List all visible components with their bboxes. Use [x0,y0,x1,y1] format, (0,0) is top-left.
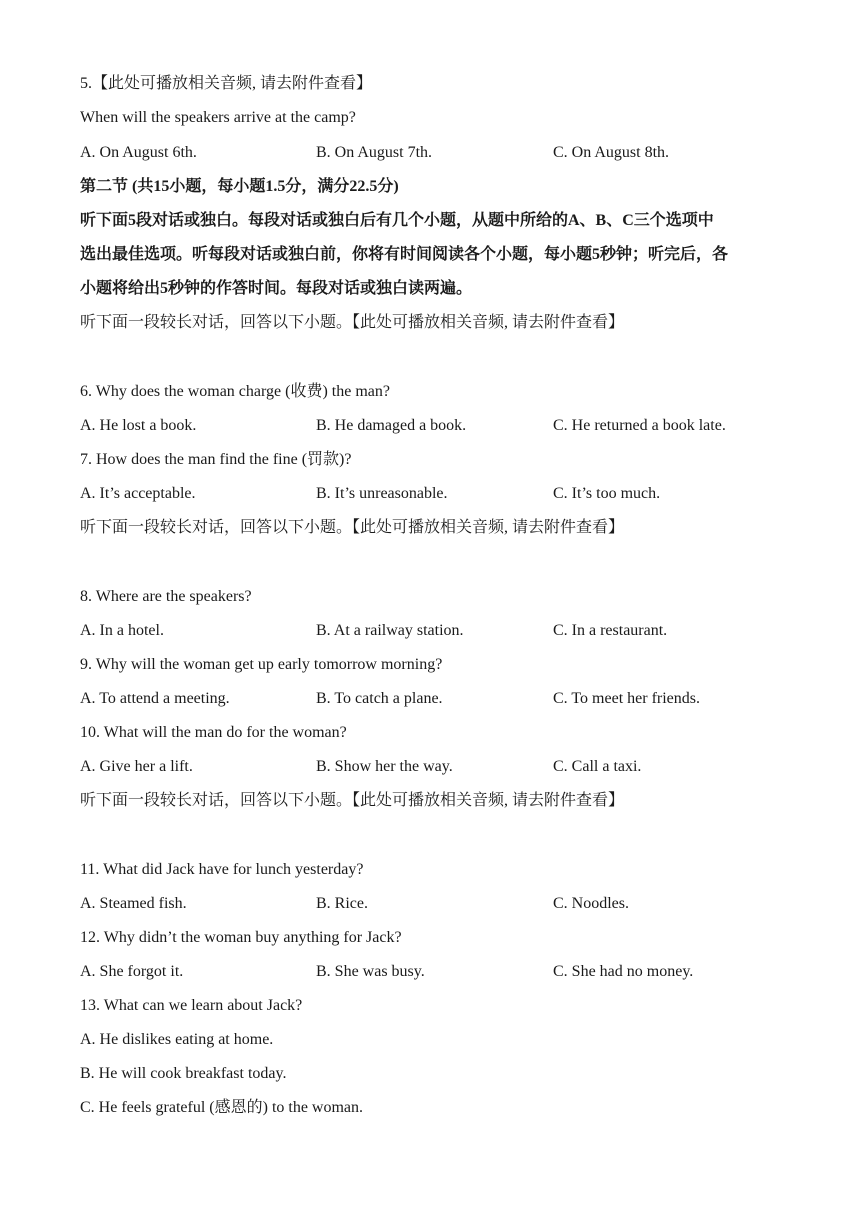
q13-question: 13. What can we learn about Jack? [80,997,303,1014]
q12-question: 12. Why didn’t the woman buy anything for Jack? [80,929,402,946]
q8-option-c: C. In a restaurant. [553,622,668,639]
q12-option-c: C. She had no money. [553,963,694,980]
q10-question: 10. What will the man do for the woman? [80,724,347,741]
q8-option-b: B. At a railway station. [316,622,464,639]
q12-option-a: A. She forgot it. [80,963,184,980]
q5-question: When will the speakers arrive at the camp? [80,109,356,126]
instruction-line-2: 选出最佳选项。听每段对话或独白前，你将有时间阅读各个小题，每小题5秒钟；听完后，各 [80,246,729,263]
q7-option-c: C. It’s too much. [553,485,661,502]
q7-question: 7. How does the man find the fine (罚款)? [80,451,352,468]
q11-option-c: C. Noodles. [553,895,629,912]
q10-option-a: A. Give her a lift. [80,758,193,775]
q6-option-a: A. He lost a book. [80,417,197,434]
q7-option-a: A. It’s acceptable. [80,485,196,502]
q11-option-b: B. Rice. [316,895,368,912]
q6-option-c: C. He returned a book late. [553,417,726,434]
q13-option-c: C. He feels grateful (感恩的) to the woman. [80,1099,364,1116]
q9-option-c: C. To meet her friends. [553,690,700,707]
section-heading: 第二节 (共15小题，每小题1.5分，满分22.5分) [80,178,399,195]
q13-option-a: A. He dislikes eating at home. [80,1031,274,1048]
dialogue-3-intro: 听下面一段较长对话，回答以下小题。【此处可播放相关音频, 请去附件查看】 [80,792,625,809]
dialogue-1-intro: 听下面一段较长对话，回答以下小题。【此处可播放相关音频, 请去附件查看】 [80,314,625,331]
q5-title: 5.【此处可播放相关音频, 请去附件查看】 [80,75,373,92]
q6-question: 6. Why does the woman charge (收费) the man? [80,383,390,400]
q5-option-c: C. On August 8th. [553,144,670,161]
q5-option-b: B. On August 7th. [316,144,433,161]
q8-option-a: A. In a hotel. [80,622,164,639]
q7-option-b: B. It’s unreasonable. [316,485,448,502]
instruction-line-1: 听下面5段对话或独白。每段对话或独白后有几个小题，从题中所给的A、B、C三个选项中 [80,212,714,229]
q9-question: 9. Why will the woman get up early tomorrow morning? [80,656,443,673]
q10-option-b: B. Show her the way. [316,758,453,775]
q9-option-a: A. To attend a meeting. [80,690,230,707]
q13-option-b: B. He will cook breakfast today. [80,1065,287,1082]
q9-option-b: B. To catch a plane. [316,690,443,707]
q11-question: 11. What did Jack have for lunch yesterday? [80,861,364,878]
instruction-line-3: 小题将给出5秒钟的作答时间。每段对话或独白读两遍。 [80,280,473,297]
q10-option-c: C. Call a taxi. [553,758,642,775]
q11-option-a: A. Steamed fish. [80,895,187,912]
q12-option-b: B. She was busy. [316,963,425,980]
q8-question: 8. Where are the speakers? [80,588,252,605]
q6-option-b: B. He damaged a book. [316,417,467,434]
dialogue-2-intro: 听下面一段较长对话，回答以下小题。【此处可播放相关音频, 请去附件查看】 [80,519,625,536]
q5-option-a: A. On August 6th. [80,144,197,161]
